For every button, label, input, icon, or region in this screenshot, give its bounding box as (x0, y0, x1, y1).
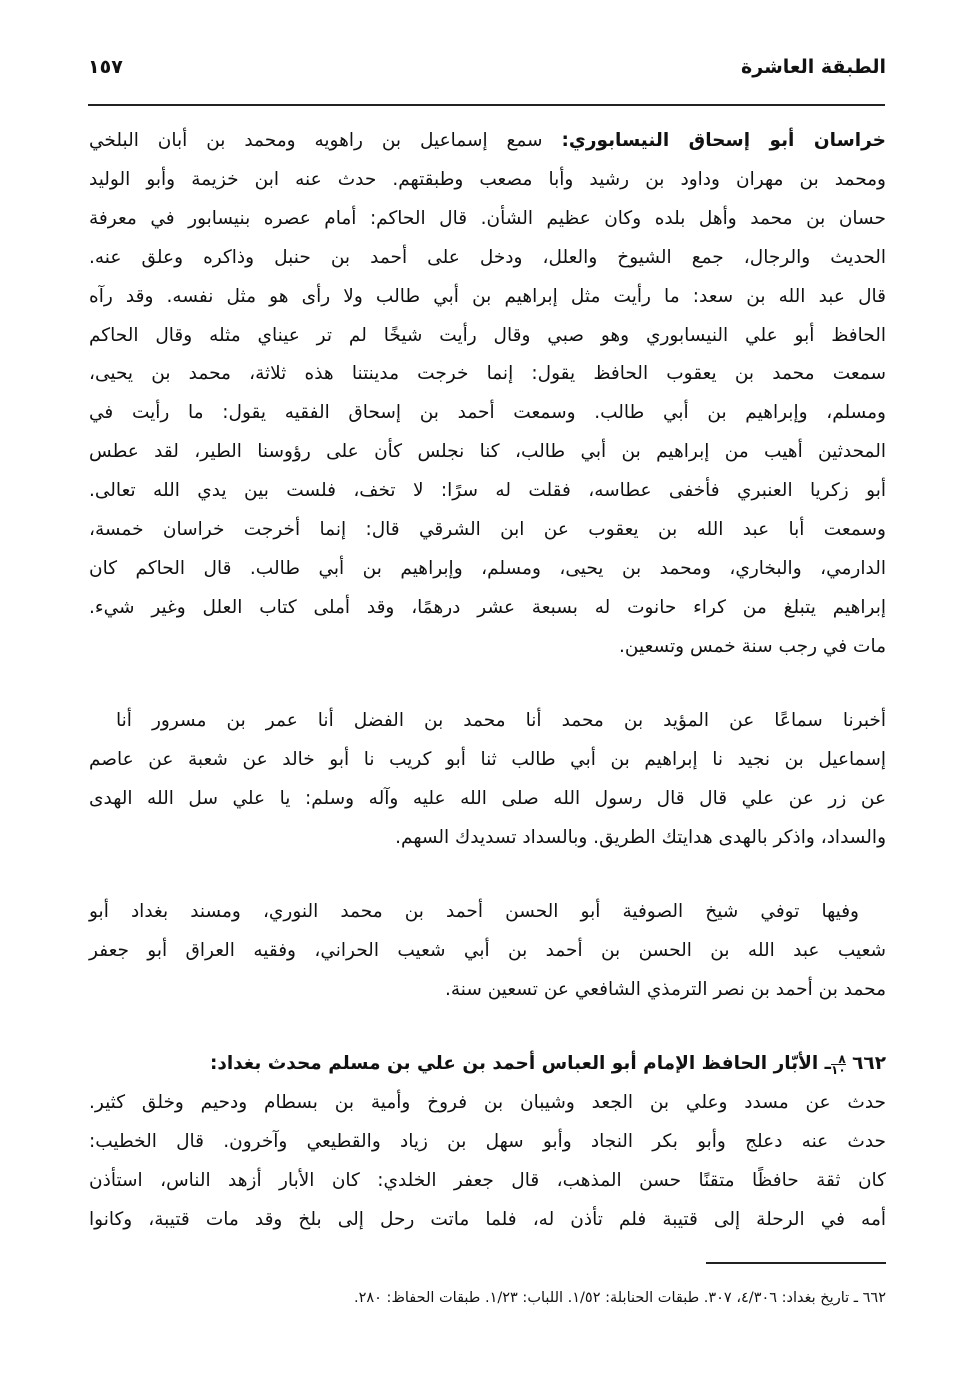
header-rule (88, 104, 885, 106)
line-text: سمع إسماعيل بن راهويه ومحمد بن أبان البلخي (89, 130, 562, 151)
text-line: إبراهيم يتبلغ من كراء حانوت له بسبعة عشر درهمًا، وقد أملى كتاب العلل وغير شيء. (89, 597, 886, 618)
fraction-bottom: ١٠ (831, 1062, 846, 1077)
text-line: وسمعت أبا عبد الله بن يعقوب عن ابن الشرقي قال: إنما أخرجت خراسان خمسة، (89, 519, 886, 540)
text-line: قال عبد الله بن سعد: ما رأيت مثل إبراهيم بن أبي طالب ولا رأى هو مثل نفسه. وقد رآه (89, 286, 886, 307)
text-line: الدارمي، والبخاري، ومحمد بن يحيى، ومسلم، وإبراهيم بن أبي طالب. قال الحاكم كان (89, 558, 886, 579)
text-line: وفيها توفي شيخ الصوفية أبو الحسن أحمد بن محمد النوري، ومسند بغداد أبو (89, 901, 859, 922)
text-line: حسان بن محمد وأهل بلده وكان عظيم الشأن. قال الحاكم: أمام عصره بنيسابور في معرفة (89, 208, 886, 229)
fraction-top: ٨ (838, 1051, 846, 1066)
text-line: المحدثين أهيب من إبراهيم بن أبي طالب، كنا نجلس كأن على رؤوسنا الطير، لقد عطس (89, 441, 886, 462)
running-title: الطبقة العاشرة (741, 56, 886, 78)
text-line: إسماعيل بن نجيد نا إبراهيم بن أبي طالب ثنا أبو كريب نا أبو خالد عن شعبة عن عاصم (89, 749, 886, 770)
text-line: شعيب عبد الله بن الحسن بن أحمد بن أبي شعيب الحراني، وفقيه العراق أبو جعفر (89, 940, 886, 961)
text-line: عن زر عن علي قال قال رسول الله صلى الله عليه وآله وسلم: يا علي سل الله الهدى (89, 788, 886, 809)
text-line: سمعت محمد بن يعقوب الحافظ يقول: إنما خرجت مدينتنا هذه ثلاثة، محمد بن يحيى، (89, 363, 886, 384)
footnote-rule (706, 1262, 886, 1264)
text-line: حدث عن مسدد وعلي بن الجعد وشيبان بن فروخ وأمية بن بسطام ودحيم وخلق كثير. (89, 1092, 886, 1113)
text-line: كان ثقة حافظًا متقنًا حسن المذهب، قال جعفر الخلدي: كان الأبار أزهد الناس، استأذن (89, 1170, 886, 1191)
page-number: ١٥٧ (88, 56, 123, 78)
entry-name: خراسان أبو إسحاق النيسابوري: (561, 130, 886, 151)
entry-heading: ـ الأبّار الحافظ الإمام أبو العباس أحمد بن علي بن مسلم محدث بغداد: (209, 1053, 832, 1074)
text-line: حدث عنه دعلج وأبو بكر النجاد وأبو سهل بن زياد والقطيعي وآخرون. قال الخطيب: (89, 1131, 886, 1152)
text-line: ومحمد بن مهران وداود بن رشيد وأبا مصعب وطبقتهم. حدث عنه ابن خزيمة وأبو الوليد (89, 169, 886, 190)
text-line: محمد بن أحمد بن نصر الترمذي الشافعي عن تسعين سنة. (444, 979, 886, 1000)
entry-number: ٦٦٢ (852, 1053, 886, 1074)
text-line: والسداد، واذكر بالهدى هدايتك الطريق. وبالسداد تسديدك السهم. (395, 827, 886, 848)
entry-title (89, 1049, 886, 1079)
text-line: ومسلم، وإبراهيم بن أبي طالب. وسمعت أحمد بن إسحاق الفقيه يقول: ما رأيت في (89, 402, 886, 423)
text-line (89, 126, 886, 156)
text-line: أبو زكريا العنبري فأخفى عطاسه، فقلت له سرًا: لا تخف، فلست بين يدي الله تعالى. (89, 480, 886, 501)
text-line: الحديث والرجال، جمع الشيوخ والعلل، ودخل على أحمد بن حنبل وذاكره وعلق عنه. (89, 247, 886, 268)
text-line: الحافظ أبو علي النيسابوري وهو صبي وقال رأيت شيخًا لم تر عيناي مثله وقال الحاكم (89, 325, 886, 346)
entry-fraction (831, 1051, 846, 1077)
text-line: مات في رجب سنة خمس وتسعين. (619, 636, 886, 657)
text-line: أمه في الرحلة إلى قتيبة فلم تأذن له، فلما ماتت رحل إلى بلخ وقد مات قتيبة، وكانوا (89, 1209, 886, 1230)
footnote: ٦٦٢ ـ تاريخ بغداد: ٤/٣٠٦، ٣٠٧. طبقات الحنابلة: ١/٥٢. اللباب: ١/٢٣. طبقات الحفاظ: ٢٨٠. (353, 1290, 886, 1306)
text-line: أخبرنا سماعًا عن المؤيد بن محمد أنا محمد بن الفضل أنا عمر بن مسرور أنا (116, 710, 886, 731)
